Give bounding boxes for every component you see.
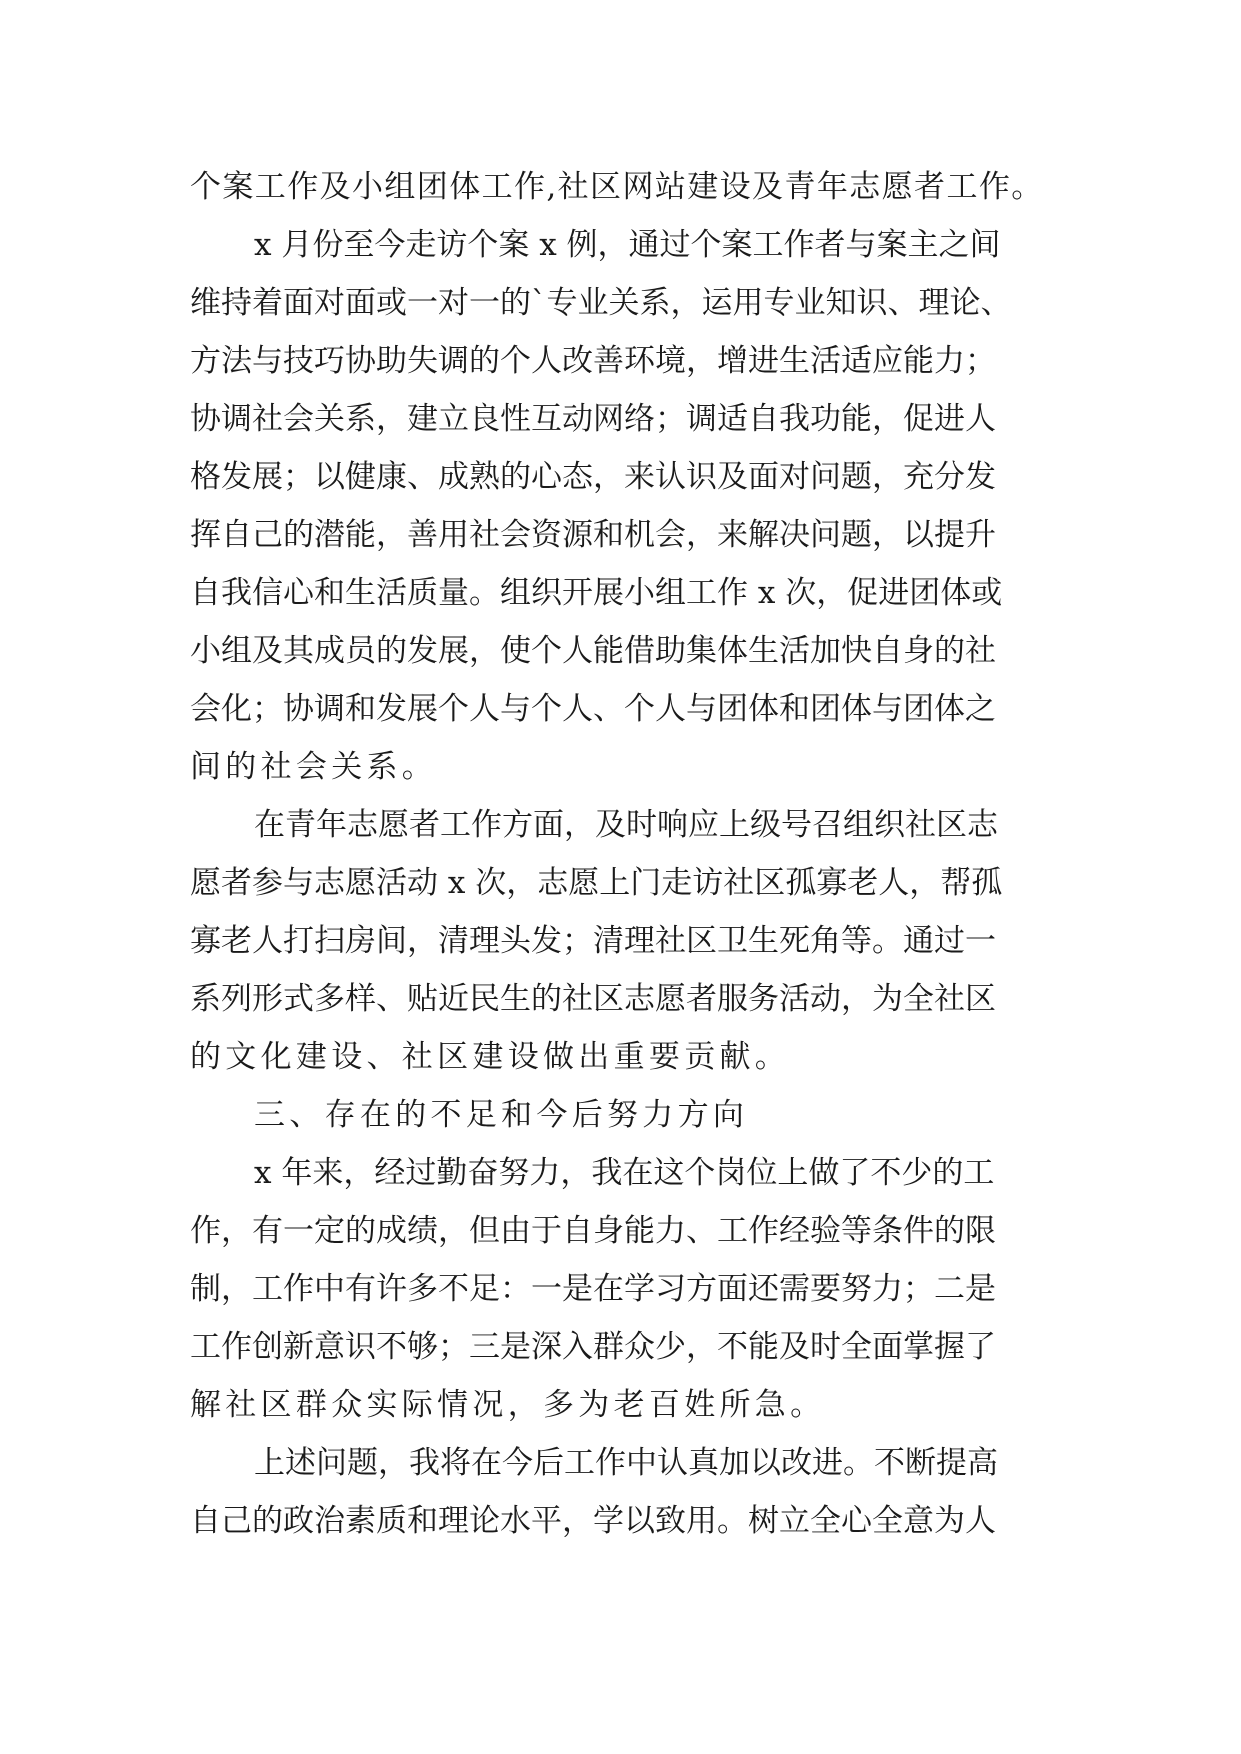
text-line: 作，有一定的成绩，但由于自身能力、工作经验等条件的限 xyxy=(190,1213,996,1249)
text-line: 在青年志愿者工作方面，及时响应上级号召组织社区志 xyxy=(254,807,998,843)
text-line: 维持着面对面或一对一的`专业关系，运用专业知识、理论、 xyxy=(190,285,1012,321)
text-line: 的文化建设、社区建设做出重要贡献。 xyxy=(190,1039,791,1075)
text-line: 自己的政治素质和理论水平，学以致用。树立全心全意为人 xyxy=(190,1503,996,1539)
text-line: 工作创新意识不够；三是深入群众少，不能及时全面掌握了 xyxy=(190,1329,996,1365)
text-line: 小组及其成员的发展，使个人能借助集体生活加快自身的社 xyxy=(190,633,996,669)
text-line: 解社区群众实际情况，多为老百姓所急。 xyxy=(190,1387,826,1423)
body-text xyxy=(190,158,1070,1550)
text-line: x 年来，经过勤奋努力，我在这个岗位上做了不少的工 xyxy=(254,1155,995,1191)
text-line: 系列形式多样、贴近民生的社区志愿者服务活动，为全社区 xyxy=(190,981,996,1017)
text-line: 愿者参与志愿活动 x 次，志愿上门走访社区孤寡老人，帮孤 xyxy=(190,865,1003,901)
text-line: 会化；协调和发展个人与个人、个人与团体和团体与团体之 xyxy=(190,691,996,727)
text-line: 上述问题，我将在今后工作中认真加以改进。不断提高 xyxy=(254,1445,998,1481)
text-line: 个案工作及小组团体工作,社区网站建设及青年志愿者工作。 xyxy=(190,169,1044,205)
text-line: 格发展；以健康、成熟的心态，来认识及面对问题，充分发 xyxy=(190,459,996,495)
text-line: 方法与技巧协助失调的个人改善环境，增进生活适应能力； xyxy=(190,343,996,379)
section-heading: 三、存在的不足和今后努力方向 xyxy=(254,1097,749,1133)
text-line: 间的社会关系。 xyxy=(190,749,438,785)
text-line: 自我信心和生活质量。组织开展小组工作 x 次，促进团体或 xyxy=(190,575,1003,611)
text-line: 寡老人打扫房间，清理头发；清理社区卫生死角等。通过一 xyxy=(190,923,996,959)
text-line: 挥自己的潜能，善用社会资源和机会，来解决问题，以提升 xyxy=(190,517,996,553)
text-line: x 月份至今走访个案 x 例，通过个案工作者与案主之间 xyxy=(254,227,1001,263)
text-line: 制，工作中有许多不足：一是在学习方面还需要努力；二是 xyxy=(190,1271,996,1307)
text-line: 协调社会关系，建立良性互动网络；调适自我功能，促进人 xyxy=(190,401,996,437)
